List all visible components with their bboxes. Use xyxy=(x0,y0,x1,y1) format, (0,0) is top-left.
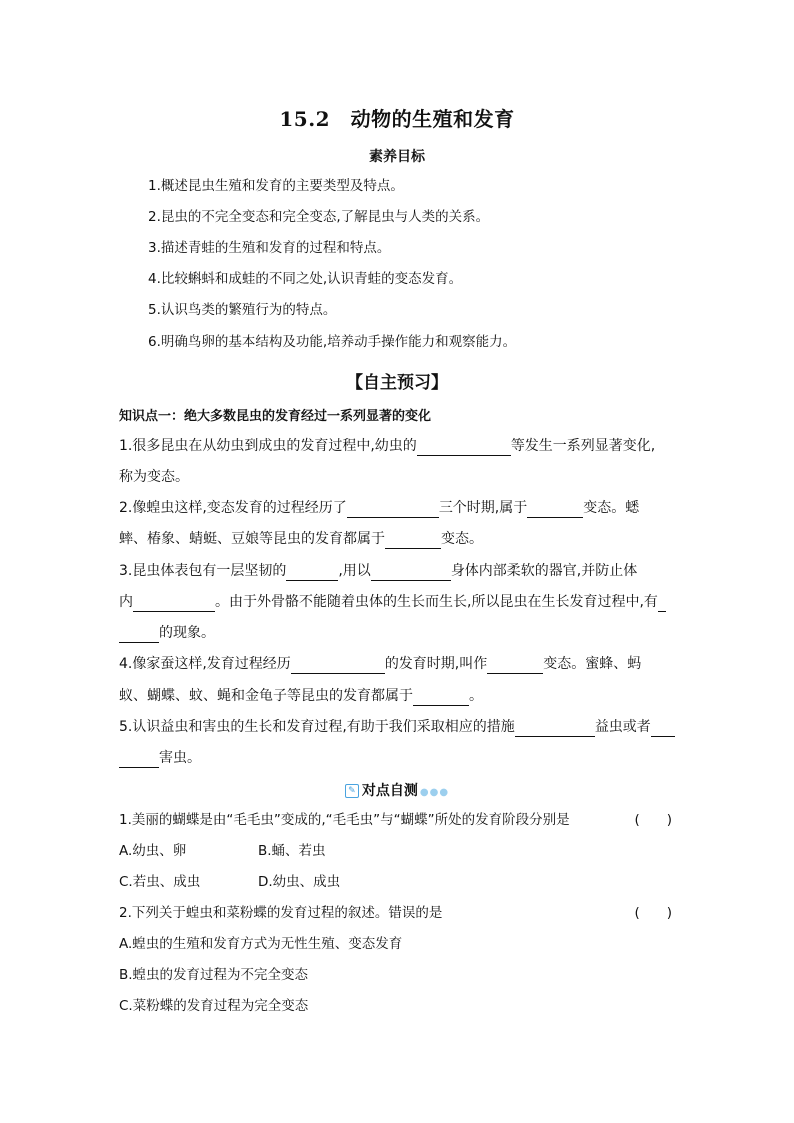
fill-text: 蟀、椿象、蜻蜓、豆娘等昆虫的发育都属于 xyxy=(119,531,385,547)
answer-blank[interactable] xyxy=(417,439,511,456)
answer-blank[interactable] xyxy=(371,564,451,581)
answer-blank[interactable] xyxy=(515,720,595,737)
option-c[interactable]: C.若虫、成虫 xyxy=(119,874,201,890)
answer-blank[interactable] xyxy=(286,564,338,581)
option-a[interactable]: A.幼虫、卵 xyxy=(119,843,187,859)
fill-text: 。 xyxy=(469,688,483,704)
fill-text: 的发育时期,叫作 xyxy=(384,656,488,672)
knowledge-point-heading: 知识点一：绝大多数昆虫的发育经过一系列显著的变化 xyxy=(119,409,432,424)
answer-blank[interactable] xyxy=(385,532,441,549)
fill-line xyxy=(119,654,641,674)
fill-text: 称为变态。 xyxy=(119,469,189,485)
answer-blank[interactable] xyxy=(291,657,385,674)
fill-text: 等发生一系列显著变化, xyxy=(510,438,656,454)
answer-blank[interactable] xyxy=(347,501,439,518)
fill-text: 3.昆虫体表包有一层坚韧的 xyxy=(119,563,287,579)
fill-text: 2.像蝗虫这样,变态发育的过程经历了 xyxy=(119,500,347,516)
fill-text: 。由于外骨骼不能随着虫体的生长而生长,所以昆虫在生长发育过程中,有 xyxy=(215,594,658,610)
goal-item: 3.描述青蛙的生殖和发育的过程和特点。 xyxy=(148,240,391,256)
fill-text: 三个时期,属于 xyxy=(438,500,528,516)
option-b[interactable]: B.蛹、若虫 xyxy=(258,843,326,859)
fill-text: 变态。 xyxy=(441,531,483,547)
option-b[interactable]: B.蝗虫的发育过程为不完全变态 xyxy=(119,967,309,983)
fill-text: 变态。蜜蜂、蚂 xyxy=(543,656,642,672)
fill-line xyxy=(119,717,675,737)
option-c[interactable]: C.菜粉蝶的发育过程为完全变态 xyxy=(119,998,309,1014)
goal-item: 6.明确鸟卵的基本结构及功能,培养动手操作能力和观察能力。 xyxy=(148,334,517,350)
dots-decoration: ●●● xyxy=(419,787,450,798)
pencil-icon: ✎ xyxy=(345,784,359,798)
fill-line xyxy=(119,498,639,518)
fill-text: 蚁、蝴蝶、蚊、蝇和金龟子等昆虫的发育都属于 xyxy=(119,688,413,704)
fill-line xyxy=(119,686,483,706)
answer-blank[interactable] xyxy=(119,626,159,643)
fill-text: 1.很多昆虫在从幼虫到成虫的发育过程中,幼虫的 xyxy=(119,438,417,454)
answer-blank[interactable] xyxy=(119,751,159,768)
badge-label: 对点自测 xyxy=(361,783,418,799)
question-stem: 1.美丽的蝴蝶是由“毛毛虫”变成的,“毛毛虫”与“蝴蝶”所处的发育阶段分别是 xyxy=(119,812,570,828)
fill-text: 5.认识益虫和害虫的生长和发育过程,有助于我们采取相应的措施 xyxy=(119,719,515,735)
goals-heading: 素养目标 xyxy=(369,149,425,165)
option-a[interactable]: A.蝗虫的生殖和发育方式为无性生殖、变态发育 xyxy=(119,936,403,952)
goal-item: 1.概述昆虫生殖和发育的主要类型及特点。 xyxy=(148,178,404,194)
section-title: 【自主预习】 xyxy=(346,373,448,393)
question-stem: 2.下列关于蝗虫和菜粉蝶的发育过程的叙述。错误的是 xyxy=(119,905,443,921)
fill-text: 益虫或者 xyxy=(594,719,651,735)
fill-text: ,用以 xyxy=(338,563,371,579)
goal-item: 4.比较蝌蚪和成蛙的不同之处,认识青蛙的变态发育。 xyxy=(148,271,463,287)
answer-paren[interactable]: ( ) xyxy=(634,812,672,828)
fill-text: 害虫。 xyxy=(159,750,201,766)
page-title: 15.2 动物的生殖和发育 xyxy=(279,107,515,131)
fill-line xyxy=(119,436,655,456)
answer-blank[interactable] xyxy=(133,595,215,612)
fill-line xyxy=(119,623,215,643)
fill-line xyxy=(119,467,189,487)
option-d[interactable]: D.幼虫、成虫 xyxy=(258,874,341,890)
goal-item: 5.认识鸟类的繁殖行为的特点。 xyxy=(148,302,337,318)
fill-text: 变态。蟋 xyxy=(583,500,640,516)
answer-blank[interactable] xyxy=(527,501,583,518)
fill-text: 身体内部柔软的器官,并防止体 xyxy=(450,563,638,579)
self-test-heading xyxy=(0,780,794,800)
fill-text: 4.像家蚕这样,发育过程经历 xyxy=(119,656,291,672)
answer-blank[interactable] xyxy=(413,689,469,706)
fill-line xyxy=(119,529,483,549)
fill-line xyxy=(119,592,666,612)
goal-item: 2.昆虫的不完全变态和完全变态,了解昆虫与人类的关系。 xyxy=(148,209,490,225)
answer-paren[interactable]: ( ) xyxy=(634,905,672,921)
fill-line xyxy=(119,748,201,768)
answer-blank[interactable] xyxy=(658,595,666,612)
answer-blank[interactable] xyxy=(487,657,543,674)
fill-text: 内 xyxy=(119,594,133,610)
answer-blank[interactable] xyxy=(651,720,675,737)
fill-text: 的现象。 xyxy=(159,625,215,641)
fill-line xyxy=(119,561,637,581)
